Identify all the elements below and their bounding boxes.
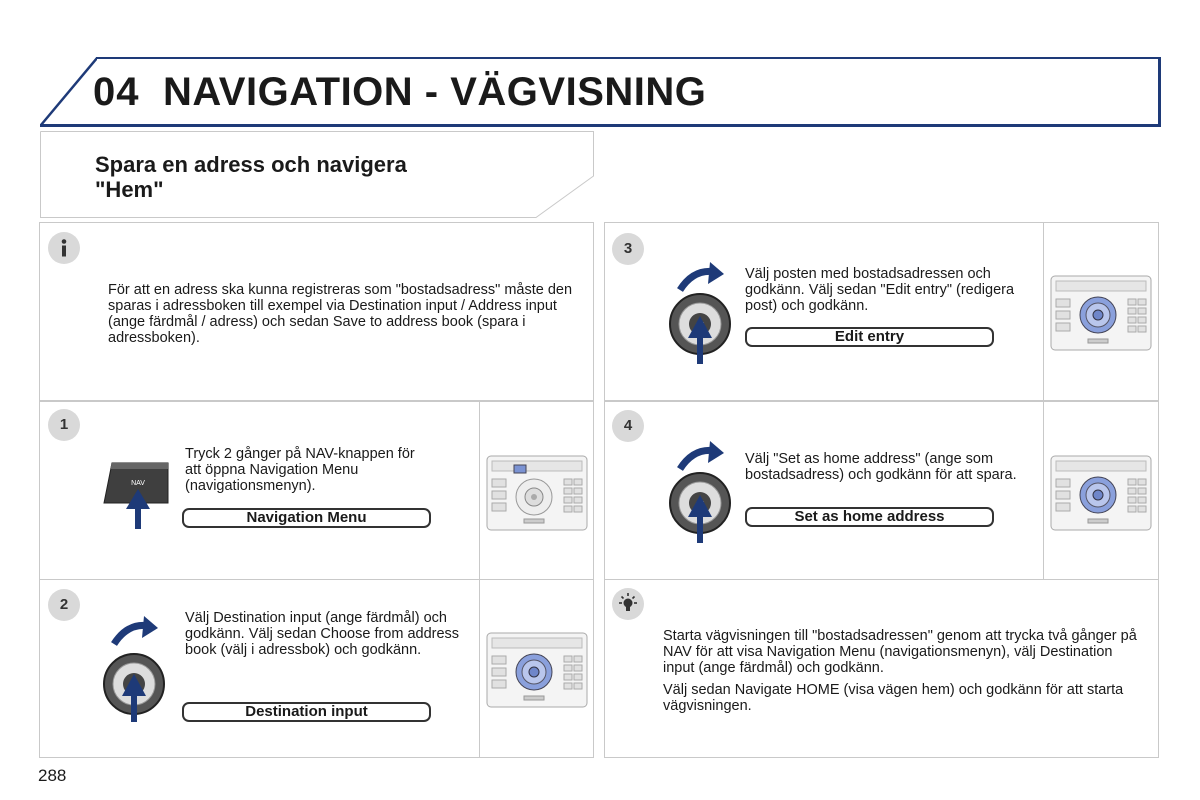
tip-paragraph-2: Välj sedan Navigate HOME (visa vägen hem) och godkänn för att starta vägvisningen. (663, 682, 1124, 714)
page-number: 288 (38, 766, 67, 785)
info-text: För att en adress ska kunna registreras som "bostadsadress" måste den sparas i adressboken till exempel via Destination input / Address input (ange färdmål / adress) och sedan Save to address book (spara i adressboken). (108, 282, 573, 346)
section-title: Spara en adress och navigera "Hem" (95, 152, 407, 202)
step-1-console-image (486, 455, 588, 531)
rotary-knob-icon (666, 437, 738, 549)
header-right-rule (1158, 57, 1161, 127)
rotary-knob-icon (666, 258, 738, 370)
destination-input-button[interactable]: Destination input (182, 702, 431, 722)
step-4-number: 4 (612, 410, 644, 442)
step-1-number: 1 (48, 409, 80, 441)
header-top-rule (96, 57, 1161, 59)
step-3-divider (1043, 222, 1044, 401)
step-4-text: Välj "Set as home address" (ange som bostadsadress) och godkänn för att spara. (745, 451, 1017, 483)
nav-key-icon (100, 455, 176, 531)
step-1-divider (479, 401, 480, 580)
step-3-text: Välj posten med bostadsadressen och godkänn. Välj sedan "Edit entry" (redigera post) och godkänn. (745, 266, 1015, 314)
navigation-menu-button[interactable]: Navigation Menu (182, 508, 431, 528)
step-1-text: Tryck 2 gånger på NAV-knappen för att öppna Navigation Menu (navigationsmenyn). (185, 446, 415, 494)
chapter-number: 04 (93, 70, 140, 114)
set-as-home-address-button[interactable]: Set as home address (745, 507, 994, 527)
rotary-knob-icon (100, 612, 172, 724)
header-bottom-rule (40, 124, 1161, 127)
step-2-number: 2 (48, 589, 80, 621)
nav-key-label: NAV (131, 480, 145, 487)
step-4-divider (1043, 401, 1044, 580)
step-4-console-image (1050, 455, 1152, 531)
step-3-number: 3 (612, 233, 644, 265)
tip-text (663, 628, 1138, 720)
tip-paragraph-1: Starta vägvisningen till "bostadsadressen" genom att trycka två gånger på NAV för att visa Navigation Menu (navigationsmenyn), välj Destination input (ange färdmål) och godkänn. (663, 628, 1137, 676)
step-3-console-image (1050, 275, 1152, 351)
info-icon (48, 232, 80, 264)
step-2-divider (479, 579, 480, 758)
header-diagonal (40, 57, 97, 127)
chapter-title: NAVIGATION - VÄGVISNING (163, 70, 707, 114)
edit-entry-button[interactable]: Edit entry (745, 327, 994, 347)
step-2-console-image (486, 632, 588, 708)
step-2-text: Välj Destination input (ange färdmål) och godkänn. Välj sedan Choose from address book (välj i adressbok) och godkänn. (185, 610, 460, 658)
lightbulb-icon (612, 588, 644, 620)
